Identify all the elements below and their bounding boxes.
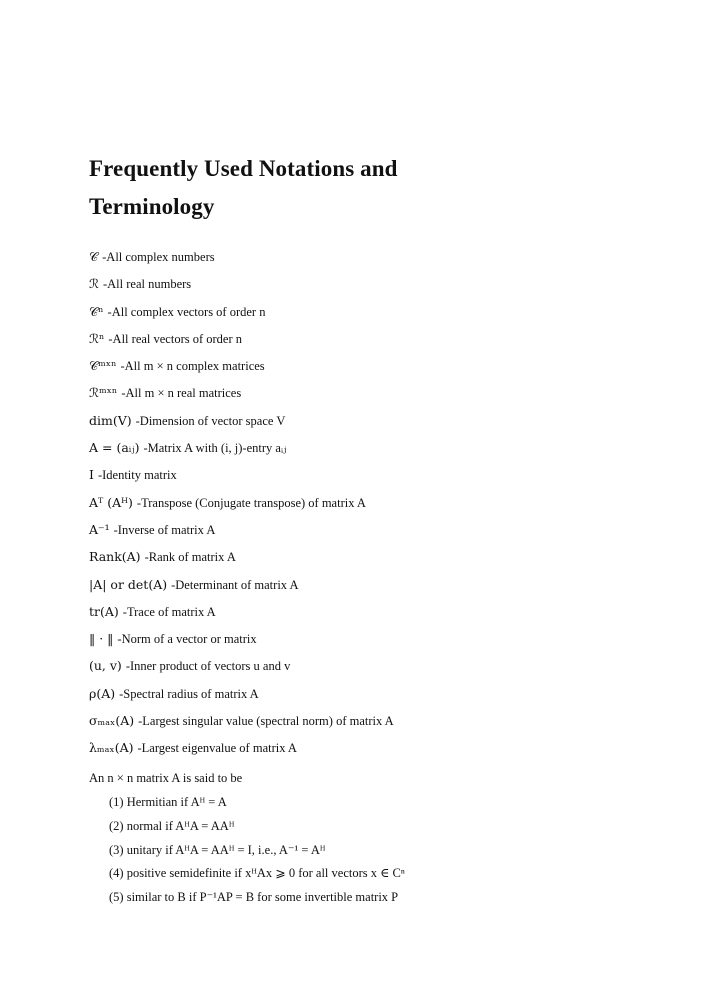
notation-symbol: ℛ (89, 276, 99, 292)
notation-item (89, 602, 669, 629)
notation-description: -All m × n complex matrices (120, 359, 265, 374)
notation-description: -All real vectors of order n (108, 331, 243, 346)
definitions-list (89, 792, 689, 911)
notation-item (89, 356, 669, 383)
notation-symbol: Rank(A) (89, 549, 141, 565)
notation-symbol: tr(A) (89, 603, 119, 619)
notation-item (89, 547, 669, 574)
definition-item: (3) unitary if AᴴA = AAᴴ = I, i.e., A⁻¹ = Aᴴ (109, 842, 326, 857)
notation-symbol: (u, v) (89, 658, 122, 674)
notation-description: -Trace of matrix A (122, 604, 216, 619)
notation-item (89, 684, 669, 711)
notation-description: -All m × n real matrices (121, 386, 242, 401)
notation-item (89, 629, 669, 656)
notation-item (89, 711, 669, 738)
notation-item (89, 383, 669, 410)
notation-item (89, 438, 669, 465)
notation-symbol: 𝒞ᵐˣⁿ (89, 358, 117, 374)
definition-item: (4) positive semidefinite if xᴴAx ⩾ 0 for all vectors x ∈ Cⁿ (109, 866, 405, 881)
notation-symbol: |A| or det(A) (89, 576, 168, 592)
notation-symbol: I (89, 467, 94, 483)
notation-description: -Spectral radius of matrix A (119, 686, 259, 701)
notation-item (89, 247, 669, 274)
notation-item (89, 520, 669, 547)
notation-symbol: 𝒞ⁿ (89, 303, 104, 319)
notation-description: -Transpose (Conjugate transpose) of matrix A (136, 495, 366, 510)
notation-symbol: A⁻¹ (89, 521, 110, 537)
notation-symbol: ℛⁿ (89, 330, 105, 346)
notation-description: -Rank of matrix A (144, 550, 236, 565)
notation-symbol: dim(V) (89, 412, 132, 428)
notation-description: -All complex vectors of order n (107, 304, 266, 319)
definition-item: (5) similar to B if P⁻¹AP = B for some invertible matrix P (109, 890, 399, 905)
notation-description: -Inverse of matrix A (113, 522, 216, 537)
notation-symbol: 𝒞 (89, 249, 99, 264)
notation-description: -Determinant of matrix A (171, 577, 299, 592)
notation-item (89, 493, 669, 520)
notation-item (89, 411, 669, 438)
definition-item: (1) Hermitian if Aᴴ = A (109, 795, 227, 809)
notation-item (89, 656, 669, 683)
notation-item (89, 465, 669, 492)
notation-item (89, 738, 669, 765)
notation-description: -Inner product of vectors u and v (125, 659, 291, 674)
notation-list (89, 247, 669, 766)
notation-symbol: ‖ · ‖ (89, 631, 114, 647)
notation-description: -Identity matrix (97, 468, 177, 483)
definitions-block (89, 768, 689, 911)
notation-item (89, 302, 669, 329)
notation-item (89, 329, 669, 356)
page-title: Frequently Used Notations and Terminology (89, 156, 398, 219)
notation-description: -Norm of a vector or matrix (117, 632, 257, 647)
notation-description: -All complex numbers (102, 250, 215, 264)
notation-item (89, 274, 669, 301)
definitions-intro: An n × n matrix A is said to be (89, 771, 243, 785)
notation-description: -Largest eigenvalue of matrix A (137, 741, 297, 756)
notation-description: -Dimension of vector space V (135, 413, 286, 428)
notation-symbol: ℛᵐˣⁿ (89, 385, 118, 401)
notation-item (89, 575, 669, 602)
definition-item: (2) normal if AᴴA = AAᴴ (109, 818, 235, 833)
notation-symbol: σₘₐₓ(A) (89, 713, 135, 729)
notation-symbol: ρ(A) (89, 685, 116, 701)
notation-symbol: Aᵀ (Aᴴ) (89, 494, 133, 510)
notation-description: -Matrix A with (i, j)-entry aᵢⱼ (143, 441, 287, 456)
notation-description: -Largest singular value (spectral norm) of matrix A (138, 714, 394, 729)
notation-description: -All real numbers (102, 277, 192, 292)
notation-symbol: λₘₐₓ(A) (89, 740, 134, 756)
notation-symbol: A = (aᵢⱼ) (89, 440, 140, 456)
